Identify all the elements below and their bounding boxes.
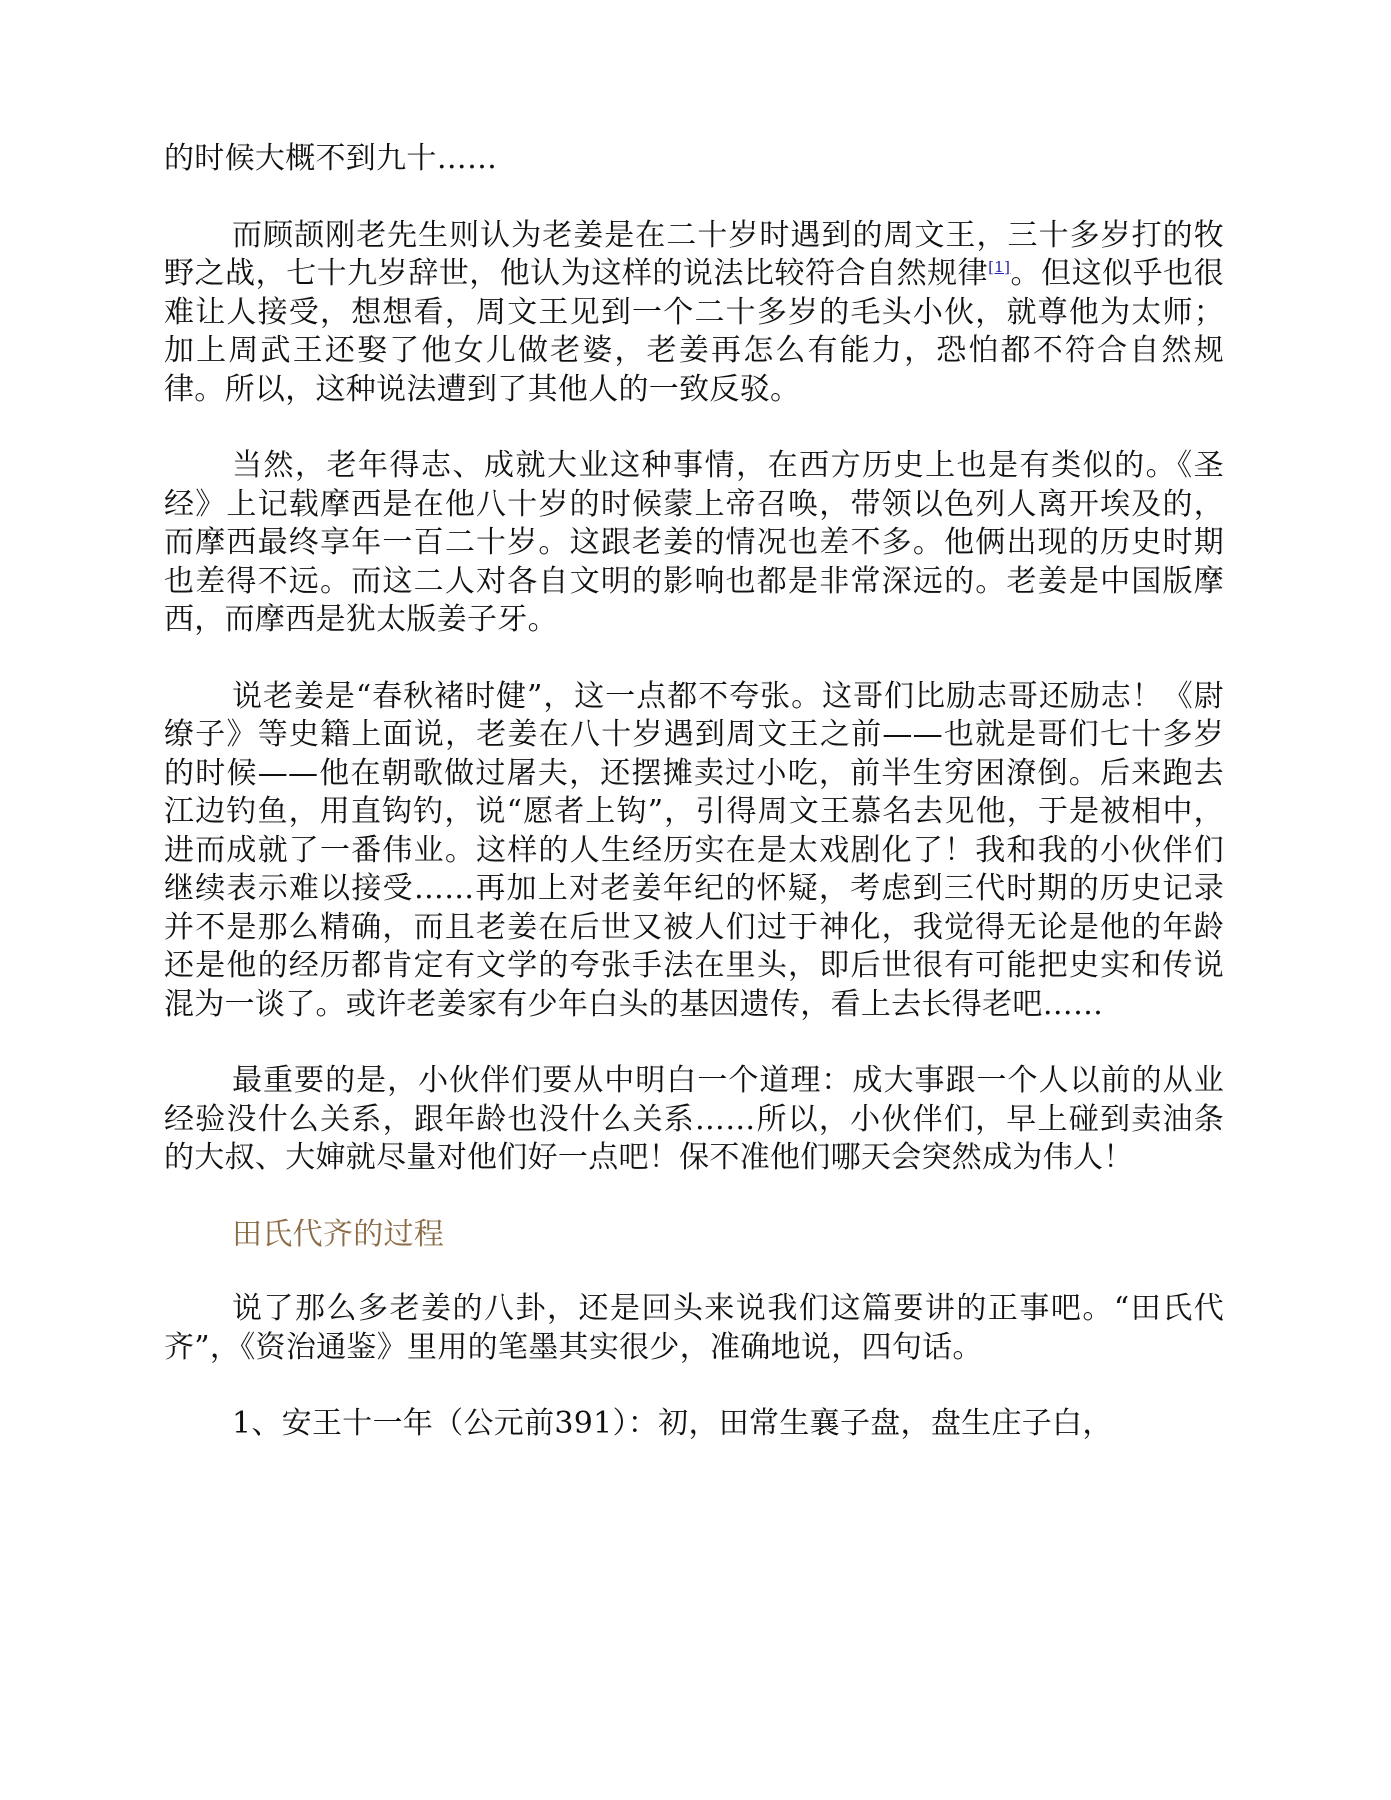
paragraph-item-1: 1、安王十一年（公元前391）：初，田常生襄子盘，盘生庄子白， xyxy=(232,1406,1113,1441)
section-heading: 田氏代齐的过程 xyxy=(232,1216,445,1252)
paragraph-gu-jiegang xyxy=(164,217,1224,410)
paragraph-intro-zizhi: 说了那么多老姜的八卦，还是回头来说我们这篇要讲的正事吧。“田氏代齐”，《资治通鉴》里用的笔墨其实很少，准确地说，四句话。 xyxy=(164,1291,1224,1365)
paragraph-moses: 当然，老年得志、成就大业这种事情，在西方历史上也是有类似的。《圣经》上记载摩西是在他八十岁的时候蒙上帝召唤，带领以色列人离开埃及的，而摩西最终享年一百二十岁。这跟老姜的情况也差不多。他俩出现的历史时期也差得不远。而这二人对各自文明的影响也都是非常深远的。老姜是中国版摩西，而摩西是犹太版姜子牙。 xyxy=(164,448,1224,637)
paragraph-chu-shijian: 说老姜是“春秋褚时健”，这一点都不夸张。这哥们比励志哥还励志！《尉缭子》等史籍上面说，老姜在八十岁遇到周文王之前——也就是哥们七十多岁的时候——他在朝歌做过屠夫，还摆摊卖过小吃，前半生穷困潦倒。后来跑去江边钓鱼，用直钩钓，说“愿者上钩”，引得周文王慕名去见他，于是被相中，进而成就了一番伟业。这样的人生经历实在是太戏剧化了！我和我的小伙伴们继续表示难以接受……再加上对老姜年纪的怀疑，考虑到三代时期的历史记录并不是那么精确，而且老姜在后世又被人们过于神化，我觉得无论是他的年龄还是他的经历都肯定有文学的夸张手法在里头，即后世很有可能把史实和传说混为一谈了。或许老姜家有少年白头的基因遗传，看上去长得老吧…… xyxy=(164,678,1224,1022)
footnote-link[interactable]: [1] xyxy=(988,258,1011,276)
paragraph-text: 而顾颉刚老先生则认为老姜是在二十岁时遇到的周文王，三十多岁打的牧野之战，七十九岁辞世，他认为这样的说法比较符合自然规律 xyxy=(164,217,1224,291)
paragraph-continuation: 的时候大概不到九十…… xyxy=(164,141,498,176)
paragraph-text: 。但这似乎也很难让人接受，想想看，周文王见到一个二十多岁的毛头小伙，就尊他为太师；加上周武王还娶了他女儿做老婆，老姜再怎么有能力，恐怕都不符合自然规律。所以，这种说法遭到了其他人的一致反驳。 xyxy=(164,256,1224,407)
document-page xyxy=(164,140,1224,1482)
paragraph-lesson: 最重要的是，小伙伴们要从中明白一个道理：成大事跟一个人以前的从业经验没什么关系，跟年龄也没什么关系……所以，小伙伴们，早上碰到卖油条的大叔、大婶就尽量对他们好一点吧！保不准他们哪天会突然成为伟人！ xyxy=(164,1063,1224,1175)
